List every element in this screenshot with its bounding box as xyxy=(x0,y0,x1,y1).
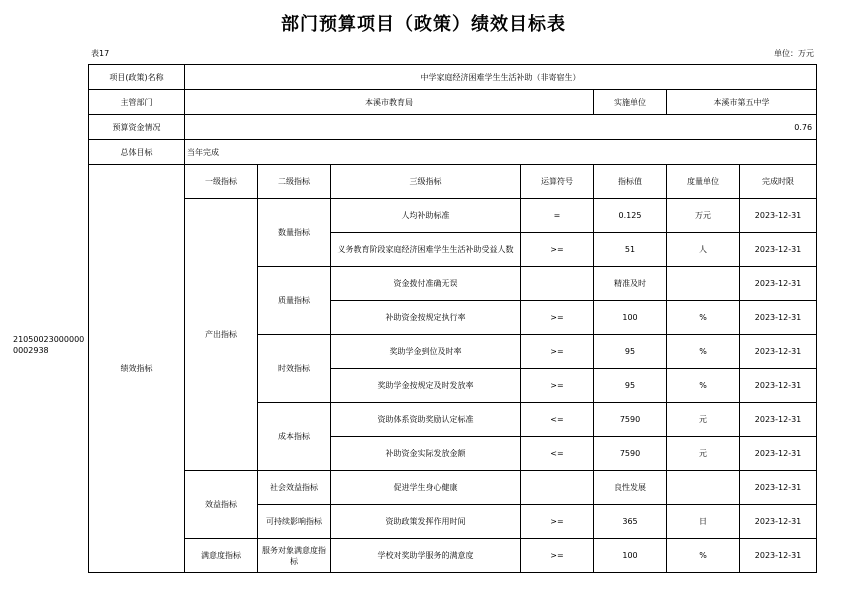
table-number: 表17 xyxy=(91,49,110,58)
indicator-deadline: 2023-12-31 xyxy=(740,267,817,301)
indicator-operator: <= xyxy=(521,437,594,471)
indicator-unit: % xyxy=(667,301,740,335)
indicator-value: 精准及时 xyxy=(594,267,667,301)
implementing-unit-label: 实施单位 xyxy=(594,90,667,115)
indicator-name: 促进学生身心健康 xyxy=(331,471,521,505)
indicator-unit: 元 xyxy=(667,403,740,437)
table-row xyxy=(89,471,817,505)
group-output: 产出指标 xyxy=(185,199,258,471)
performance-table xyxy=(88,64,817,573)
indicator-value: 7590 xyxy=(594,437,667,471)
indicator-name: 学校对奖助学服务的满意度 xyxy=(331,539,521,573)
header-level1: 一级指标 xyxy=(185,165,258,199)
header-row xyxy=(89,165,817,199)
group-target-satisfaction: 服务对象满意度指标 xyxy=(258,539,331,573)
goal-label: 总体目标 xyxy=(89,140,185,165)
performance-label: 绩效指标 xyxy=(89,165,185,573)
budget-row xyxy=(89,115,817,140)
group-cost: 成本指标 xyxy=(258,403,331,471)
project-name-value: 中学家庭经济困难学生生活补助（非寄宿生） xyxy=(185,65,817,90)
indicator-value: 0.125 xyxy=(594,199,667,233)
indicator-deadline: 2023-12-31 xyxy=(740,369,817,403)
indicator-value: 95 xyxy=(594,335,667,369)
indicator-unit: 万元 xyxy=(667,199,740,233)
table-row xyxy=(89,539,817,573)
indicator-value: 100 xyxy=(594,539,667,573)
unit-label: 单位：万元 xyxy=(774,49,814,58)
implementing-unit-value: 本溪市第五中学 xyxy=(667,90,817,115)
indicator-value: 7590 xyxy=(594,403,667,437)
indicator-deadline: 2023-12-31 xyxy=(740,505,817,539)
indicator-name: 人均补助标准 xyxy=(331,199,521,233)
indicator-deadline: 2023-12-31 xyxy=(740,199,817,233)
department-label: 主管部门 xyxy=(89,90,185,115)
header-deadline: 完成时限 xyxy=(740,165,817,199)
indicator-value: 51 xyxy=(594,233,667,267)
indicator-deadline: 2023-12-31 xyxy=(740,335,817,369)
indicator-operator: >= xyxy=(521,539,594,573)
budget-value: 0.76 xyxy=(185,115,817,140)
department-value: 本溪市教育局 xyxy=(185,90,594,115)
header-operator: 运算符号 xyxy=(521,165,594,199)
budget-label: 预算资金情况 xyxy=(89,115,185,140)
indicator-operator: = xyxy=(521,199,594,233)
indicator-value: 365 xyxy=(594,505,667,539)
indicator-operator xyxy=(521,471,594,505)
indicator-name: 补助资金实际发放金额 xyxy=(331,437,521,471)
indicator-operator: >= xyxy=(521,233,594,267)
indicator-deadline: 2023-12-31 xyxy=(740,301,817,335)
indicator-unit: % xyxy=(667,539,740,573)
indicator-name: 奖助学金到位及时率 xyxy=(331,335,521,369)
indicator-name: 补助资金按规定执行率 xyxy=(331,301,521,335)
indicator-name: 义务教育阶段家庭经济困难学生生活补助受益人数 xyxy=(331,233,521,267)
group-benefit: 效益指标 xyxy=(185,471,258,539)
indicator-name: 资金拨付准确无误 xyxy=(331,267,521,301)
group-time: 时效指标 xyxy=(258,335,331,403)
indicator-operator: >= xyxy=(521,369,594,403)
indicator-unit: 人 xyxy=(667,233,740,267)
header-unit: 度量单位 xyxy=(667,165,740,199)
indicator-deadline: 2023-12-31 xyxy=(740,539,817,573)
indicator-operator: >= xyxy=(521,335,594,369)
indicator-operator xyxy=(521,267,594,301)
project-name-row xyxy=(89,65,817,90)
goal-value: 当年完成 xyxy=(185,140,817,165)
indicator-operator: >= xyxy=(521,505,594,539)
group-satisfaction: 满意度指标 xyxy=(185,539,258,573)
project-code: 210500230000000002938 xyxy=(13,335,85,355)
project-name-label: 项目(政策)名称 xyxy=(89,65,185,90)
indicator-name: 资助政策发挥作用时间 xyxy=(331,505,521,539)
indicator-unit: 日 xyxy=(667,505,740,539)
indicator-unit xyxy=(667,471,740,505)
indicator-value: 100 xyxy=(594,301,667,335)
header-level2: 二级指标 xyxy=(258,165,331,199)
header-level3: 三级指标 xyxy=(331,165,521,199)
group-quantity: 数量指标 xyxy=(258,199,331,267)
department-row xyxy=(89,90,817,115)
indicator-deadline: 2023-12-31 xyxy=(740,437,817,471)
indicator-deadline: 2023-12-31 xyxy=(740,233,817,267)
group-social: 社会效益指标 xyxy=(258,471,331,505)
indicator-value: 95 xyxy=(594,369,667,403)
indicator-unit xyxy=(667,267,740,301)
group-sustain: 可持续影响指标 xyxy=(258,505,331,539)
indicator-name: 资助体系资助奖励认定标准 xyxy=(331,403,521,437)
group-quality: 质量指标 xyxy=(258,267,331,335)
indicator-unit: % xyxy=(667,369,740,403)
indicator-name: 奖助学金按规定及时发放率 xyxy=(331,369,521,403)
table-row xyxy=(89,199,817,233)
indicator-value: 良性发展 xyxy=(594,471,667,505)
indicator-deadline: 2023-12-31 xyxy=(740,471,817,505)
indicator-deadline: 2023-12-31 xyxy=(740,403,817,437)
header-value: 指标值 xyxy=(594,165,667,199)
goal-row xyxy=(89,140,817,165)
indicator-unit: % xyxy=(667,335,740,369)
indicator-operator: <= xyxy=(521,403,594,437)
indicator-operator: >= xyxy=(521,301,594,335)
indicator-unit: 元 xyxy=(667,437,740,471)
page-title: 部门预算项目（政策）绩效目标表 xyxy=(281,14,566,35)
